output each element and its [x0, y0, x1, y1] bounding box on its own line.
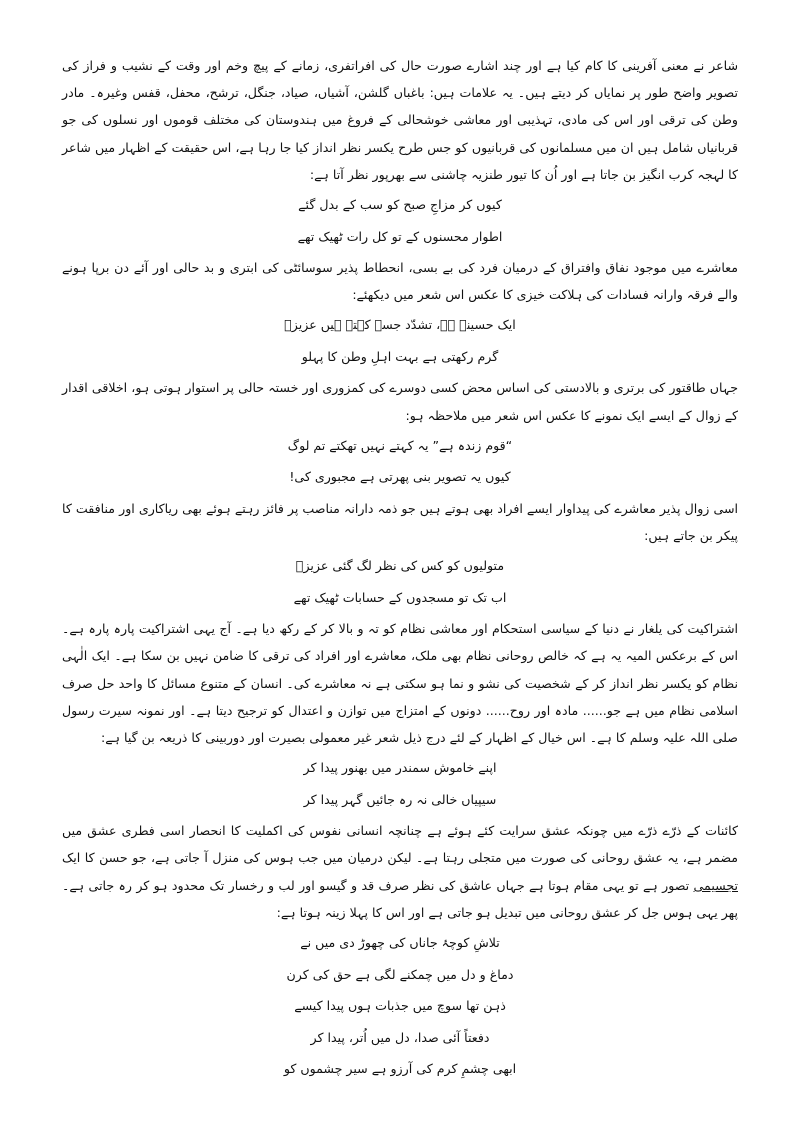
verse-line: دماغ و دل میں چمکنے لگی ہے حق کی کرن — [286, 966, 514, 982]
verse-line: کیوں یہ تصویر بنی پھرتی ہے مجبوری کی! — [289, 469, 511, 485]
verse-2 — [62, 308, 738, 374]
verse-1 — [62, 188, 738, 254]
verse-line: ابھی چشمِ کرم کی آرزو ہے سیر چشموں کو — [283, 1061, 517, 1077]
verse-line: ایک حسینہ ہے، تشدّد جسے کہتے ہیں عزیزؔ — [284, 317, 516, 333]
verse-line: اطوار محسنوں کے تو کل رات ٹھیک تھے — [297, 228, 503, 244]
page-content — [62, 52, 738, 1087]
verse-5 — [62, 751, 738, 817]
verse-line: ذہن تھا سوچ میں جذبات ہوں پیدا کیسے — [294, 998, 506, 1014]
paragraph-6-text-b: تصور ہے تو یہی مقام ہوتا ہے جہاں عاشق کی نظر صرف قد و گیسو اور لب و رخسار تک محدود ہو کر رہ جاتی ہے۔ پھر یہی ہوس جل کر عشق روحانی میں تبدیل ہو جاتی ہے اور اس کا پہلا زینہ ہوتا ہے: — [62, 877, 738, 920]
verse-3 — [62, 429, 738, 495]
verse-line: گرم رکھتی ہے بہت اہلِ وطن کا پہلو — [301, 348, 499, 364]
verse-line: “قوم زندہ ہے” یہ کہتے نہیں تھکتے تم لوگ — [287, 437, 513, 453]
paragraph-5: اشتراکیت کی یلغار نے دنیا کے سیاسی استحکام اور معاشی نظام کو تہ و بالا کر کے رکھ دیا ہے۔ آج یہی اشتراکیت پارہ پارہ ہے۔ اس کے برعکس المیہ یہ ہے کہ خالص روحانی نظام بھی ملک، معاشرے اور افراد کی ترقی کا ضامن نہیں بن سکا ہے۔ ایک الٰہی نظام کو یکسر نظر انداز کر کے شخصیت کی نشو و نما ہو سکتی ہے نہ معاشرے کی۔ انسان کے متنوع مسائل کا واحد حل صرف اسلامی نظام میں ہے جو...... مادہ اور روح...... دونوں کے امتزاج میں توازن و اعتدال کو ترجیح دیتا ہے۔ اور نمونہ سیرت رسول صلی اللہ علیہ وسلم کا ہے۔ اس خیال کے اظہار کے لئے درج ذیل شعر غیر معمولی بصیرت اور دوربینی کا ذریعہ بن گیا ہے: — [62, 621, 738, 746]
paragraph-2: معاشرے میں موجود نفاق وافتراق کے درمیان فرد کی بے بسی، انحطاط پذیر سوسائٹی کی ابتری و بد حالی اور آئے دن برپا ہونے والے فرقہ وارانہ فسادات کی ہلاکت خیزی کا عکس اس شعر میں دیکھئے: — [62, 260, 738, 303]
paragraph-6 — [62, 817, 738, 926]
verse-4 — [62, 549, 738, 615]
verse-line: سیپیاں خالی نہ رہ جائیں گہر پیدا کر — [303, 791, 497, 807]
verse-6 — [62, 926, 738, 1087]
verse-line: دفعتاً آئی صدا، دل میں اُتر، پیدا کر — [310, 1029, 490, 1045]
verse-line: اپنے خاموش سمندر میں بھنور پیدا کر — [303, 760, 497, 776]
verse-line: متولیوں کو کس کی نظر لگ گئی عزیزؔ — [295, 558, 505, 574]
verse-line: اب تک تو مسجدوں کے حسابات ٹھیک تھے — [293, 589, 507, 605]
paragraph-4: اسی زوال پذیر معاشرے کی پیداوار ایسے افراد بھی ہوتے ہیں جو ذمہ دارانہ مناصب پر فائز رہتے ہوئے بھی ریاکاری اور منافقت کا پیکر بن جاتے ہیں: — [62, 500, 738, 544]
paragraph-1: شاعر نے معنی آفرینی کا کام کیا ہے اور چند اشارے صورت حال کی افراتفری، زمانے کے پیچ وخم اور وقت کے نشیب و فراز کی تصویر واضح طور پر نمایاں کر دیتے ہیں۔ یہ علامات ہیں: باغباں گلشن، آشیاں، صیاد، جنگل، ترشح، محفل، قفس وغیرہ۔ مادر وطن کی ترقی اور اس کی مادی، تہذیبی اور معاشی خوشحالی کے فروغ میں ہندوستان کی مختلف قوموں اور نسلوں کی جو قربانیاں شامل ہیں ان میں مسلمانوں کی قربانیوں کو جس طرح یکسر نظر انداز کیا جا رہا ہے، اس حقیقت کے اظہار میں شاعر کا لہجہ کرب انگیز بن جاتا ہے اور اُن کا تیور طنزیہ چاشنی سے بھرپور نظر آتا ہے: — [62, 58, 738, 182]
verse-line: کیوں کر مزاجِ صبح کو سب کے بدل گئے — [298, 197, 502, 213]
paragraph-6-text-a: کائنات کے ذرّے ذرّے میں چونکہ عشق سرایت کئے ہوئے ہے چنانچہ انسانی نفوس کی اکملیت کا انحصار اسی فطری عشق میں مضمر ہے، یہ عشق روحانی کی صورت میں متجلی رہتا ہے۔ لیکن درمیان میں جب ہوس کی منزل آ جاتی ہے، جو حسن کا ایک — [62, 823, 738, 866]
paragraph-3: جہاں طاقتور کی برتری و بالادستی کی اساس محض کسی دوسرے کی کمزوری اور خستہ حالی پر استوار ہوتی ہو، اخلاقی اقدار کے زوال کے ایسے ایک نمونے کا عکس اس شعر میں ملاحظہ ہو: — [62, 380, 738, 423]
emphasized-word: تجسیمی — [693, 877, 738, 893]
verse-line: تلاشِ کوچۂ جاناں کی چھوڑ دی میں نے — [300, 935, 500, 951]
